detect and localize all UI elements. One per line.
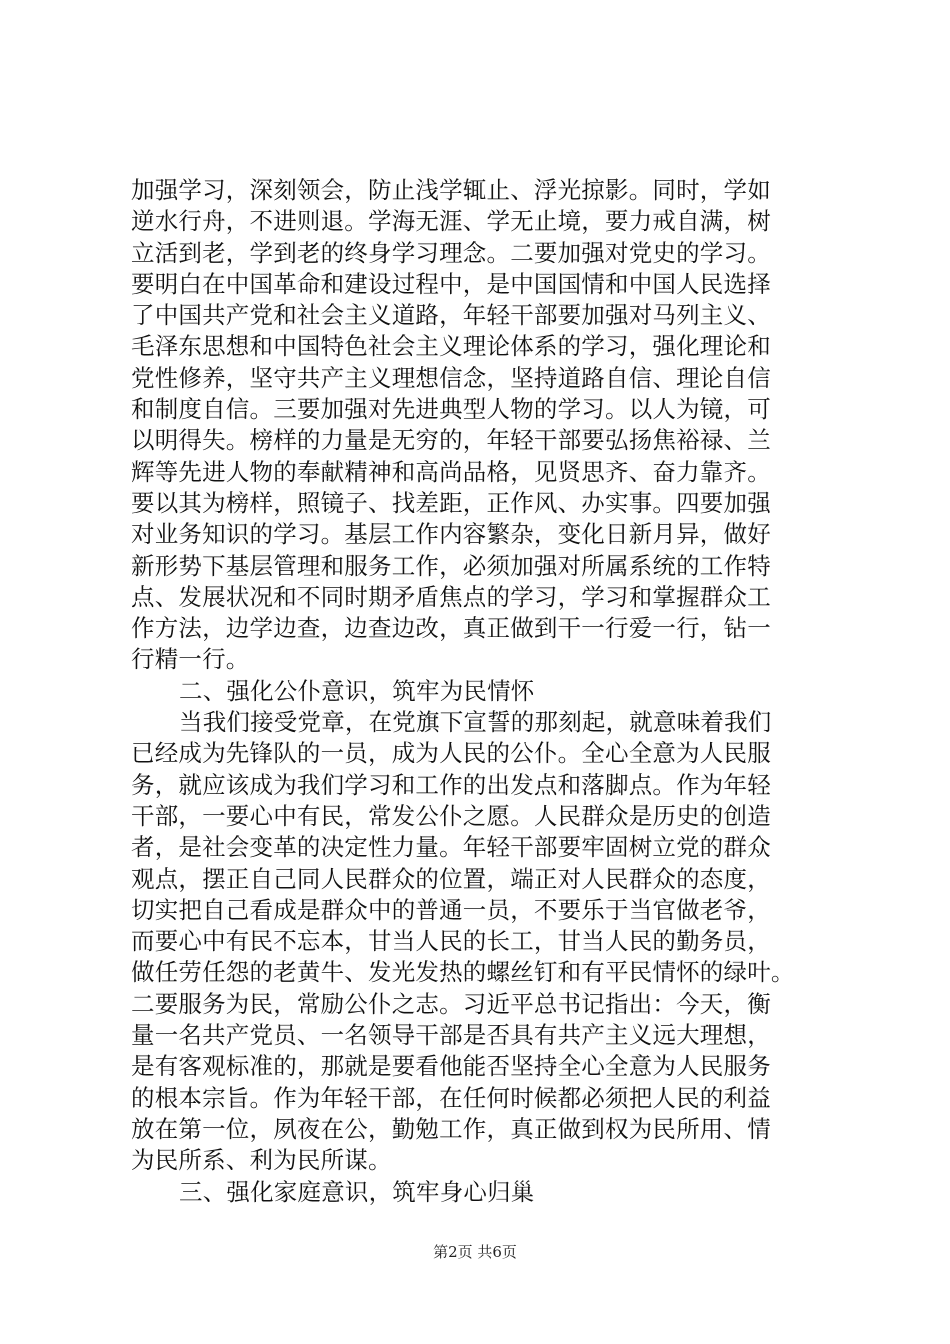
text-line: 逆水行舟，不进则退。学海无涯、学无止境，要力戒自满，树: [131, 207, 771, 236]
text-line: 已经成为先锋队的一员，成为人民的公仆。全心全意为人民服: [131, 739, 771, 768]
text-line: 作方法，边学边查，边查边改，真正做到干一行爱一行，钻一: [131, 614, 771, 643]
text-line: 观点，摆正自己同人民群众的位置，端正对人民群众的态度，: [131, 864, 771, 893]
paragraph-heading-line: 三、强化家庭意识，筑牢身心归巢: [179, 1177, 535, 1206]
text-line: 是有客观标准的，那就是要看他能否坚持全心全意为人民服务: [131, 1052, 771, 1081]
text-line: 党性修养，坚守共产主义理想信念，坚持道路自信、理论自信: [131, 363, 771, 392]
text-line: 点、发展状况和不同时期矛盾焦点的学习，学习和掌握群众工: [131, 582, 771, 611]
text-line: 新形势下基层管理和服务工作，必须加强对所属系统的工作特: [131, 551, 771, 580]
text-line: 辉等先进人物的奉献精神和高尚品格，见贤思齐、奋力靠齐。: [131, 457, 771, 486]
text-line: 以明得失。榜样的力量是无穷的，年轻干部要弘扬焦裕禄、兰: [131, 426, 771, 455]
text-line: 者，是社会变革的决定性力量。年轻干部要牢固树立党的群众: [131, 833, 771, 862]
text-line: 务，就应该成为我们学习和工作的出发点和落脚点。作为年轻: [131, 770, 771, 799]
text-line: 对业务知识的学习。基层工作内容繁杂，变化日新月异，做好: [131, 520, 771, 549]
text-line: 要明白在中国革命和建设过程中，是中国国情和中国人民选择: [131, 269, 771, 298]
text-line: 为民所系、利为民所谋。: [131, 1146, 392, 1175]
text-line: 的根本宗旨。作为年轻干部，在任何时候都必须把人民的利益: [131, 1083, 771, 1112]
text-line: 放在第一位，夙夜在公，勤勉工作，真正做到权为民所用、情: [131, 1114, 771, 1143]
document-body: [131, 175, 831, 1208]
text-line: 二要服务为民，常励公仆之志。习近平总书记指出：今天，衡: [131, 989, 771, 1018]
text-line: 要以其为榜样，照镜子、找差距，正作风、办实事。四要加强: [131, 488, 771, 517]
paragraph-heading-line: 当我们接受党章，在党旗下宣誓的那刻起，就意味着我们: [179, 708, 772, 737]
text-line: 和制度自信。三要加强对先进典型人物的学习。以人为镜，可: [131, 395, 771, 424]
text-line: 做任劳任怨的老黄牛、发光发热的螺丝钉和有平民情怀的绿叶。: [131, 958, 795, 987]
page-footer: 第2页 共6页: [433, 1243, 517, 1261]
text-line: 立活到老，学到老的终身学习理念。二要加强对党史的学习。: [131, 238, 771, 267]
text-line: 行精一行。: [131, 645, 250, 674]
text-line: 毛泽东思想和中国特色社会主义理论体系的学习，强化理论和: [131, 332, 771, 361]
text-line: 干部，一要心中有民，常发公仆之愿。人民群众是历史的创造: [131, 801, 771, 830]
text-line: 切实把自己看成是群众中的普通一员，不要乐于当官做老爷，: [131, 895, 771, 924]
text-line: 了中国共产党和社会主义道路，年轻干部要加强对马列主义、: [131, 301, 771, 330]
text-line: 加强学习，深刻领会，防止浅学辄止、浮光掠影。同时，学如: [131, 176, 771, 204]
text-line: 量一名共产党员、一名领导干部是否具有共产主义远大理想，: [131, 1021, 771, 1050]
text-line: 而要心中有民不忘本，甘当人民的长工，甘当人民的勤务员，: [131, 927, 771, 956]
paragraph-heading-line: 二、强化公仆意识，筑牢为民情怀: [179, 676, 535, 705]
